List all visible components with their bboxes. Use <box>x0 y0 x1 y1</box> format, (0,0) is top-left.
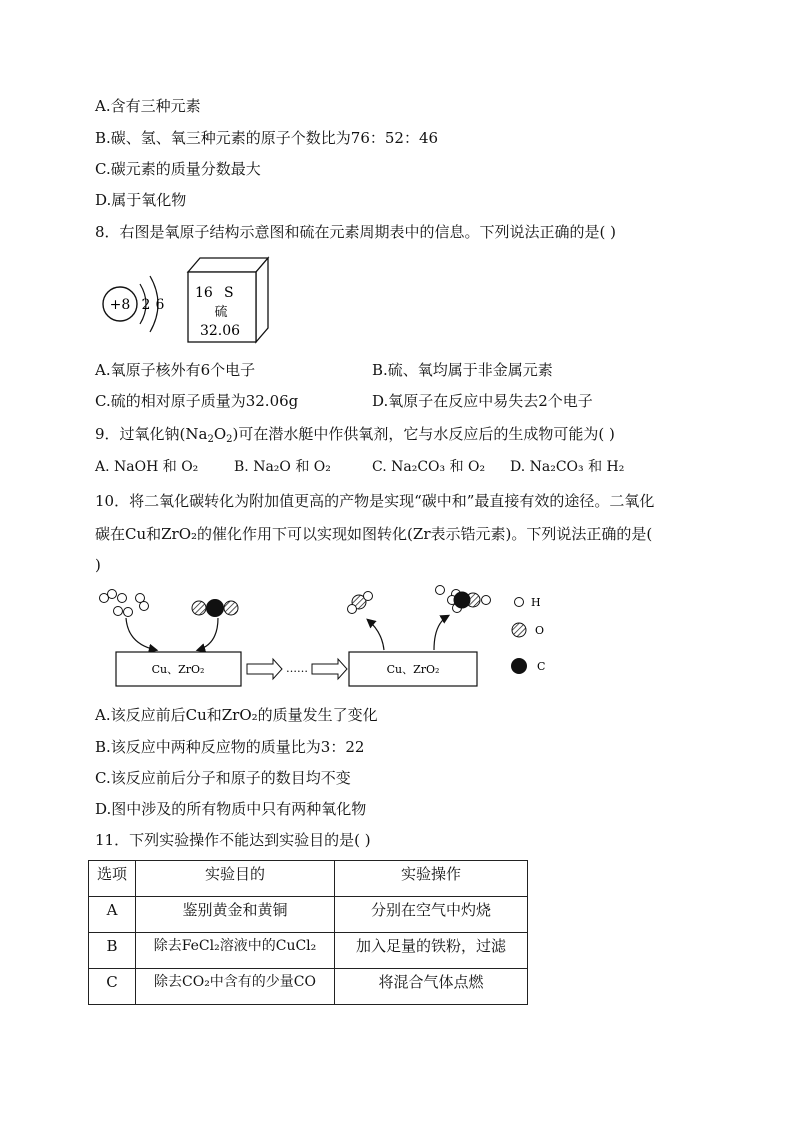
table-cell: A <box>89 897 136 933</box>
table-cell: 除去CO₂中含有的少量CO <box>136 969 335 1005</box>
hydrogen-molecules <box>100 590 149 617</box>
table-cell: 鉴别黄金和黄铜 <box>136 897 335 933</box>
element-atomic-mass: 32.06 <box>199 323 241 339</box>
table-header-row <box>89 861 528 897</box>
q10-stem-line1: 10．将二氧化碳转化为附加值更高的产物是实现“碳中和”最直接有效的途径。二氧化 <box>95 492 655 510</box>
hollow-arrow-2 <box>312 659 347 679</box>
table-cell: C <box>89 969 136 1005</box>
q10-stem-line3: ) <box>95 556 101 574</box>
arrow-co2-in <box>198 618 218 650</box>
table-cell: 除去FeCl₂溶液中的CuCl₂ <box>136 933 335 969</box>
table-header: 实验操作 <box>335 861 528 897</box>
q7-option-b: B.碳、氢、氧三种元素的原子个数比为76：52：46 <box>95 129 439 147</box>
table-cell: 加入足量的铁粉，过滤 <box>335 933 528 969</box>
q8-option-d: D.氧原子在反应中易失去2个电子 <box>372 392 593 410</box>
q10-option-d: D.图中涉及的所有物质中只有两种氧化物 <box>95 800 367 818</box>
q10-option-b: B.该反应中两种反应物的质量比为3：22 <box>95 738 365 756</box>
arrow-water-out <box>368 620 384 650</box>
q8-stem: 8．右图是氧原子结构示意图和硫在元素周期表中的信息。下列说法正确的是( ) <box>95 223 617 241</box>
hollow-arrow-1 <box>247 659 282 679</box>
q7-option-c: C.碳元素的质量分数最大 <box>95 160 261 178</box>
legend-h-icon <box>515 598 524 607</box>
water-molecule <box>348 592 373 614</box>
q9-option-d: D. Na₂CO₃ 和 H₂ <box>510 459 625 475</box>
q10-option-c: C.该反应前后分子和原子的数目均不变 <box>95 769 351 787</box>
q8-option-a: A.氧原子核外有6个电子 <box>95 361 256 379</box>
process-ellipsis: …… <box>286 662 308 675</box>
legend-c-icon <box>511 658 527 674</box>
q9-option-b: B. Na₂O 和 O₂ <box>234 459 331 475</box>
legend-h-label: H <box>531 596 541 609</box>
q8-option-b: B.硫、氧均属于非金属元素 <box>372 361 553 379</box>
q10-reaction-diagram <box>96 582 566 692</box>
q7-option-d: D.属于氧化物 <box>95 191 187 209</box>
table-cell: 分别在空气中灼烧 <box>335 897 528 933</box>
q9-stem: 9．过氧化钠$(Na_2O_2)$可在潜水艇中作供氧剂，它与水反应后的生成物可能为( ) <box>95 425 615 445</box>
atom-shell-1-electrons: 2 <box>141 297 151 313</box>
table-cell: 将混合气体点燃 <box>335 969 528 1005</box>
q8-figure <box>96 250 286 350</box>
co2-molecule <box>192 600 238 617</box>
arrow-h2-in <box>126 618 156 650</box>
methanol-molecule <box>436 586 491 613</box>
q8-option-c: C.硫的相对原子质量为32.06g <box>95 392 299 410</box>
q10-option-a: A.该反应前后Cu和ZrO₂的质量发生了变化 <box>95 706 378 724</box>
table-cell: B <box>89 933 136 969</box>
q11-stem: 11．下列实验操作不能达到实验目的是( ) <box>95 831 371 849</box>
q10-stem-line2: 碳在Cu和ZrO₂的催化作用下可以实现如图转化(Zr表示锆元素)。下列说法正确的是( <box>95 525 653 543</box>
table-header: 实验目的 <box>136 861 335 897</box>
legend-c-label: C <box>537 660 546 673</box>
element-cube-side <box>256 258 268 342</box>
element-atomic-number: 16 <box>195 285 213 301</box>
table-header: 选项 <box>89 861 136 897</box>
q11-table <box>88 860 528 1005</box>
legend-o-label: O <box>535 624 545 637</box>
arrow-methanol-out <box>434 616 448 650</box>
legend-o-icon <box>512 623 526 637</box>
q7-option-a: A.含有三种元素 <box>95 97 201 115</box>
table-row <box>89 969 528 1005</box>
table-row <box>89 897 528 933</box>
element-cube-top <box>188 258 268 272</box>
catalyst-label-right: Cu、ZrO₂ <box>386 663 440 676</box>
atom-shell-2-electrons: 6 <box>155 297 165 313</box>
element-name: 硫 <box>214 305 228 320</box>
q9-option-a: A. NaOH 和 O₂ <box>95 459 199 475</box>
element-symbol: S <box>224 285 234 301</box>
q9-option-c: C. Na₂CO₃ 和 O₂ <box>372 459 486 475</box>
atom-nucleus-charge: +8 <box>109 297 131 313</box>
catalyst-label-left: Cu、ZrO₂ <box>151 663 205 676</box>
table-row <box>89 933 528 969</box>
